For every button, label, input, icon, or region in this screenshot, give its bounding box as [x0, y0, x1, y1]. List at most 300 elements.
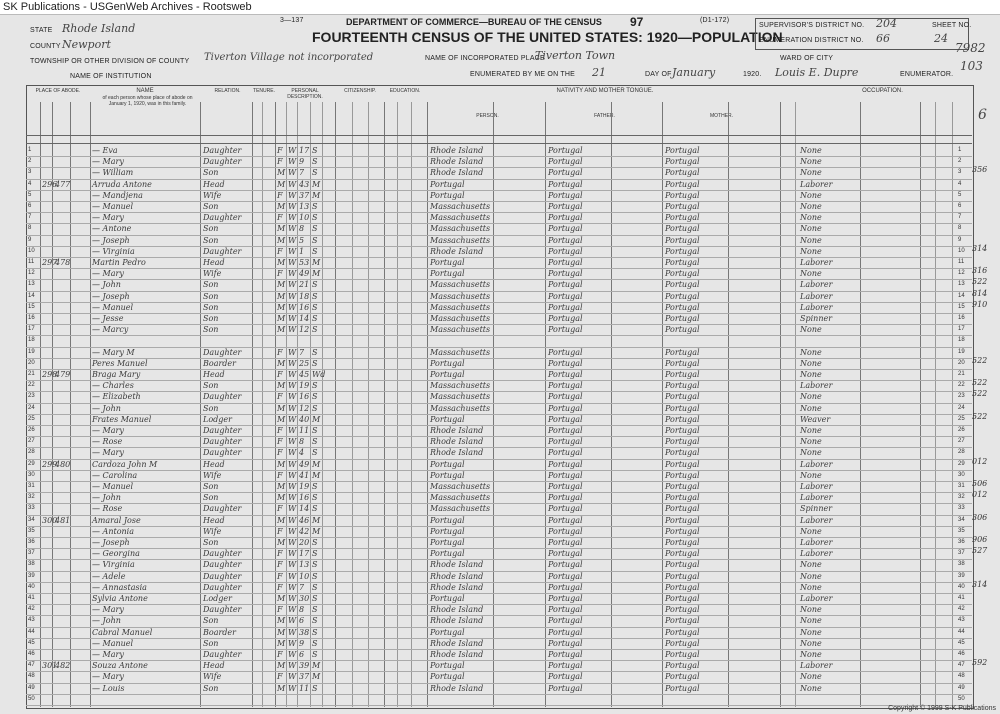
cell-birth: Massachusetts	[430, 302, 491, 312]
cell-name: Arruda Antone	[92, 179, 152, 189]
cell-status: S	[312, 549, 318, 559]
cell-birth: Portugal	[430, 627, 465, 637]
cell-age: 7	[299, 168, 305, 178]
row-number-right: 6	[958, 203, 962, 209]
cell-mother-birth: Portugal	[665, 246, 700, 256]
row-number-right: 45	[958, 639, 965, 646]
cell-status: M	[312, 515, 321, 525]
cell-birth: Massachusetts	[430, 482, 491, 491]
cell-age: 8	[299, 605, 305, 615]
cell-age: 16	[299, 302, 310, 312]
cell-status: S	[312, 403, 318, 413]
cell-race: W	[288, 538, 297, 547]
cell-relation: Head	[203, 370, 225, 379]
cell-race: W	[288, 437, 297, 447]
cell-occupation: Laborer	[800, 594, 833, 603]
cell-age: 19	[299, 381, 310, 391]
cell-birth: Portugal	[430, 672, 465, 682]
row-rule	[26, 335, 972, 336]
cell-race: W	[288, 202, 297, 211]
cell-name: — Georgina	[92, 549, 140, 559]
cell-family: 478	[55, 258, 71, 267]
cell-birth: Rhode Island	[430, 605, 484, 615]
cell-age: 45	[299, 370, 310, 379]
cell-father-birth: Portugal	[548, 650, 583, 659]
row-number: 7	[28, 214, 32, 221]
cell-birth: Massachusetts	[430, 392, 491, 402]
section-name: NAME	[136, 88, 154, 94]
cell-mother-birth: Portugal	[665, 549, 700, 559]
cell-occupation: Weaver	[800, 414, 831, 424]
county-value: Newport	[62, 38, 111, 51]
cell-sex: M	[277, 235, 286, 245]
cell-age: 38	[299, 627, 310, 637]
cell-birth: Massachusetts	[430, 202, 491, 211]
cell-birth: Massachusetts	[430, 493, 491, 503]
row-number: 11	[28, 259, 35, 265]
cell-birth: Rhode Island	[430, 616, 484, 626]
cell-father-birth: Portugal	[548, 157, 583, 167]
cell-status: M	[312, 190, 321, 200]
cell-race: W	[288, 661, 297, 671]
cell-name: — Elizabeth	[92, 392, 141, 402]
margin-code: 592	[972, 658, 988, 668]
cell-occupation: Laborer	[800, 381, 833, 391]
cell-birth: Rhode Island	[430, 157, 484, 167]
row-number: 43	[28, 617, 35, 624]
institution-label: NAME OF INSTITUTION	[70, 73, 152, 80]
cell-relation: Lodger	[203, 414, 232, 424]
cell-occupation: None	[800, 168, 822, 178]
cell-name: — Manuel	[92, 638, 134, 648]
row-number: 15	[28, 303, 35, 310]
cell-name: — Eva	[92, 146, 118, 155]
cell-sex: F	[277, 157, 283, 167]
cell-relation: Son	[203, 616, 219, 626]
supervisor-value: 204	[876, 17, 897, 30]
section-name-desc: of each person whose place of abode on January 1, 1920, was in this family.	[102, 95, 193, 107]
row-number-right: 8	[958, 225, 962, 232]
cell-sex: M	[277, 459, 286, 469]
cell-sex: M	[277, 258, 286, 267]
cell-occupation: None	[800, 560, 822, 570]
cell-relation: Son	[203, 168, 219, 178]
cell-occupation: None	[800, 650, 822, 659]
row-number-right: 50	[958, 695, 965, 702]
cell-relation: Boarder	[203, 627, 236, 637]
row-number-right: 46	[958, 651, 965, 657]
row-number: 9	[28, 236, 32, 243]
cell-sex: F	[277, 213, 283, 223]
row-number: 24	[28, 404, 35, 411]
row-number: 8	[28, 225, 32, 232]
cell-mother-birth: Portugal	[665, 168, 700, 178]
cell-race: W	[288, 347, 297, 357]
margin-code: 522	[972, 389, 988, 399]
cell-relation: Daughter	[203, 146, 242, 155]
cell-relation: Son	[203, 482, 219, 491]
cell-relation: Son	[203, 224, 219, 234]
cell-relation: Son	[203, 291, 219, 301]
cell-age: 10	[299, 571, 310, 581]
row-number: 3	[28, 169, 32, 176]
cell-father-birth: Portugal	[548, 672, 583, 682]
cell-sex: M	[277, 493, 286, 503]
cell-age: 49	[299, 459, 310, 469]
cell-relation: Daughter	[203, 437, 242, 447]
cell-occupation: None	[800, 269, 822, 279]
cell-age: 6	[299, 650, 305, 659]
cell-occupation: Laborer	[800, 515, 833, 525]
cell-father-birth: Portugal	[548, 594, 583, 603]
row-number-right: 9	[958, 236, 962, 243]
cell-family: 477	[55, 179, 71, 189]
cell-occupation: None	[800, 672, 822, 682]
row-number-right: 36	[958, 539, 965, 545]
cell-name: Amaral Jose	[92, 515, 141, 525]
cell-relation: Son	[203, 235, 219, 245]
cell-house: 299	[42, 459, 58, 469]
sheet-label: SHEET NO.	[932, 22, 972, 29]
cell-occupation: None	[800, 157, 822, 167]
cell-occupation: None	[800, 146, 822, 155]
cell-status: M	[312, 459, 321, 469]
cell-race: W	[288, 381, 297, 391]
window-title: SK Publications - USGenWeb Archives - Rootsweb	[0, 0, 1000, 15]
cell-relation: Head	[203, 661, 225, 671]
corner-number-1: 7982	[955, 41, 986, 55]
cell-occupation: None	[800, 392, 822, 402]
row-number: 41	[28, 595, 35, 601]
cell-birth: Massachusetts	[430, 224, 491, 234]
state-value: Rhode Island	[62, 22, 136, 35]
cell-sex: F	[277, 146, 283, 155]
cell-age: 37	[299, 672, 310, 682]
cell-age: 12	[299, 403, 310, 413]
cell-race: W	[288, 504, 297, 514]
cell-sex: F	[277, 347, 283, 357]
cell-age: 7	[299, 582, 305, 592]
cell-age: 13	[299, 202, 310, 211]
cell-mother-birth: Portugal	[665, 683, 700, 693]
cell-age: 49	[299, 269, 310, 279]
cell-name: — Mary	[92, 672, 124, 682]
row-number-right: 40	[958, 583, 965, 590]
enumeration-label: ENUMERATION DISTRICT NO.	[759, 37, 864, 44]
cell-status: S	[312, 314, 318, 323]
cell-birth: Massachusetts	[430, 213, 491, 223]
cell-age: 9	[299, 638, 305, 648]
incorporated-value: Tiverton Town	[535, 49, 616, 62]
cell-age: 19	[299, 482, 310, 491]
cell-status: S	[312, 605, 318, 615]
cell-father-birth: Portugal	[548, 526, 583, 536]
cell-name: — Joseph	[92, 235, 130, 245]
cell-occupation: Laborer	[800, 661, 833, 671]
row-number-right: 16	[958, 315, 965, 321]
margin-annotation: ​	[30, 415, 39, 417]
row-number-right: 24	[958, 404, 965, 411]
cell-status: M	[312, 672, 321, 682]
cell-father-birth: Portugal	[548, 224, 583, 234]
cell-name: Cabral Manuel	[92, 627, 153, 637]
cell-status: S	[312, 493, 318, 503]
cell-father-birth: Portugal	[548, 470, 583, 480]
cell-mother-birth: Portugal	[665, 258, 700, 267]
row-number: 18	[28, 337, 35, 344]
cell-age: 41	[299, 470, 310, 480]
cell-age: 7	[299, 347, 305, 357]
cell-sex: M	[277, 224, 286, 234]
cell-age: 16	[299, 392, 310, 402]
cell-mother-birth: Portugal	[665, 470, 700, 480]
row-number: 33	[28, 505, 35, 512]
cell-sex: M	[277, 482, 286, 491]
cell-relation: Son	[203, 325, 219, 335]
margin-code: 306	[972, 512, 988, 522]
row-number-right: 15	[958, 303, 965, 310]
row-number-right: 31	[958, 483, 965, 489]
row-number: 42	[28, 606, 35, 613]
cell-birth: Portugal	[430, 594, 465, 603]
row-number-right: 34	[958, 516, 965, 523]
row-number-right: 19	[958, 348, 965, 355]
cell-status: S	[312, 381, 318, 391]
cell-sex: M	[277, 358, 286, 368]
cell-name: Cardoza John M	[92, 459, 158, 469]
cell-status: S	[312, 146, 318, 155]
row-number: 22	[28, 382, 35, 389]
cell-house: 297	[42, 258, 58, 267]
cell-mother-birth: Portugal	[665, 269, 700, 279]
cell-mother-birth: Portugal	[665, 448, 700, 458]
cell-occupation: Laborer	[800, 493, 833, 503]
county-label: COUNTY	[30, 43, 61, 50]
cell-race: W	[288, 571, 297, 581]
cell-birth: Rhode Island	[430, 650, 484, 659]
cell-relation: Son	[203, 403, 219, 413]
cell-race: W	[288, 213, 297, 223]
margin-code: 012	[972, 456, 988, 466]
cell-mother-birth: Portugal	[665, 235, 700, 245]
cell-age: 21	[299, 280, 310, 290]
cell-sex: M	[277, 280, 286, 290]
row-number-right: 27	[958, 438, 965, 445]
cell-occupation: None	[800, 426, 822, 435]
cell-sex: F	[277, 582, 283, 592]
row-number: 20	[28, 359, 35, 366]
cell-age: 20	[299, 538, 310, 547]
row-number-right: 14	[958, 292, 965, 299]
cell-name: — Manuel	[92, 302, 134, 312]
corner-number-3: 6	[978, 107, 987, 123]
margin-code: 012	[972, 490, 988, 500]
cell-father-birth: Portugal	[548, 392, 583, 402]
cell-status: S	[312, 627, 318, 637]
row-number-right: 3	[958, 169, 962, 176]
cell-sex: M	[277, 403, 286, 413]
cell-race: W	[288, 179, 297, 189]
cell-race: W	[288, 482, 297, 491]
cell-occupation: None	[800, 582, 822, 592]
cell-name: — Mary M	[92, 347, 135, 357]
enumerated-month: January	[672, 66, 716, 79]
cell-sex: F	[277, 269, 283, 279]
cell-relation: Son	[203, 302, 219, 312]
cell-relation: Daughter	[203, 213, 242, 223]
cell-birth: Rhode Island	[430, 168, 484, 178]
cell-occupation: None	[800, 202, 822, 211]
cell-race: W	[288, 459, 297, 469]
row-number-right: 39	[958, 572, 965, 579]
cell-house: 301	[42, 661, 58, 671]
row-number-right: 30	[958, 471, 965, 478]
cell-status: S	[312, 224, 318, 234]
cell-name: — Joseph	[92, 291, 130, 301]
cell-name: — Antone	[92, 224, 132, 234]
cell-birth: Massachusetts	[430, 403, 491, 413]
township-label: TOWNSHIP OR OTHER DIVISION OF COUNTY	[30, 58, 190, 65]
cell-age: 13	[299, 560, 310, 570]
cell-age: 14	[299, 504, 310, 514]
cell-occupation: None	[800, 638, 822, 648]
cell-name: Braga Mary	[92, 370, 141, 379]
cell-occupation: None	[800, 325, 822, 335]
cell-occupation: Laborer	[800, 280, 833, 290]
cell-name: — Mary	[92, 213, 124, 223]
margin-code: 522	[972, 277, 988, 287]
row-number: 34	[28, 516, 35, 523]
cell-birth: Rhode Island	[430, 571, 484, 581]
cell-relation: Daughter	[203, 426, 242, 435]
cell-status: S	[312, 504, 318, 514]
cell-house: 300	[42, 515, 58, 525]
cell-birth: Portugal	[430, 549, 465, 559]
cell-race: W	[288, 314, 297, 323]
cell-birth: Rhode Island	[430, 437, 484, 447]
cell-status: S	[312, 650, 318, 659]
cell-mother-birth: Portugal	[665, 661, 700, 671]
row-number: 38	[28, 561, 35, 568]
cell-father-birth: Portugal	[548, 291, 583, 301]
cell-relation: Son	[203, 683, 219, 693]
section-education: EDUCATION.	[389, 88, 421, 94]
cell-status: M	[312, 179, 321, 189]
cell-status: M	[312, 526, 321, 536]
cell-status: S	[312, 202, 318, 211]
cell-relation: Daughter	[203, 504, 242, 514]
section-occupation: OCCUPATION.	[862, 88, 903, 94]
cell-father-birth: Portugal	[548, 358, 583, 368]
cell-race: W	[288, 224, 297, 234]
cell-name: Martin Pedro	[92, 258, 146, 267]
cell-status: S	[312, 582, 318, 592]
cell-father-birth: Portugal	[548, 258, 583, 267]
row-number: 37	[28, 550, 35, 557]
cell-sex: F	[277, 437, 283, 447]
cell-mother-birth: Portugal	[665, 224, 700, 234]
cell-age: 16	[299, 493, 310, 503]
cell-race: W	[288, 638, 297, 648]
cell-name: Souza Antone	[92, 661, 148, 671]
cell-occupation: None	[800, 213, 822, 223]
cell-occupation: Laborer	[800, 482, 833, 491]
cell-mother-birth: Portugal	[665, 504, 700, 514]
row-number-right: 47	[958, 662, 965, 669]
cell-birth: Rhode Island	[430, 582, 484, 592]
row-rule	[26, 694, 972, 695]
row-number: 28	[28, 449, 35, 456]
cell-race: W	[288, 594, 297, 603]
cell-status: S	[312, 291, 318, 301]
section-nativity: NATIVITY AND MOTHER TONGUE.	[556, 88, 654, 94]
cell-relation: Son	[203, 202, 219, 211]
cell-race: W	[288, 358, 297, 368]
cell-birth: Portugal	[430, 538, 465, 547]
margin-code: 906	[972, 535, 988, 544]
cell-relation: Head	[203, 459, 225, 469]
cell-occupation: None	[800, 571, 822, 581]
row-number: 10	[28, 247, 35, 254]
cell-age: 46	[299, 515, 310, 525]
section-relation: RELATION.	[214, 88, 241, 94]
cell-status: S	[312, 538, 318, 547]
cell-family: 481	[55, 515, 71, 525]
cell-mother-birth: Portugal	[665, 515, 700, 525]
cell-occupation: None	[800, 190, 822, 200]
cell-age: 8	[299, 224, 305, 234]
cell-name: Sylvia Antone	[92, 594, 148, 603]
cell-house: 298	[42, 370, 58, 379]
cell-mother-birth: Portugal	[665, 538, 700, 547]
cell-father-birth: Portugal	[548, 213, 583, 223]
cell-relation: Daughter	[203, 650, 242, 659]
cell-mother-birth: Portugal	[665, 493, 700, 503]
row-number: 40	[28, 583, 35, 590]
copyright: Copyright © 1999 S-K Publications	[888, 705, 996, 712]
cell-father-birth: Portugal	[548, 202, 583, 211]
cell-occupation: None	[800, 358, 822, 368]
cell-birth: Massachusetts	[430, 235, 491, 245]
row-number-right: 11	[958, 259, 965, 265]
form-code: (D1-172)	[700, 17, 730, 24]
cell-occupation: None	[800, 403, 822, 413]
cell-occupation: Laborer	[800, 291, 833, 301]
margin-code: 527	[972, 546, 988, 556]
cell-race: W	[288, 672, 297, 682]
cell-mother-birth: Portugal	[665, 560, 700, 570]
cell-relation: Daughter	[203, 605, 242, 615]
cell-race: W	[288, 650, 297, 659]
census-title: FOURTEENTH CENSUS OF THE UNITED STATES: 1920—POPULATION	[312, 29, 783, 45]
row-number: 49	[28, 684, 35, 691]
cell-occupation: None	[800, 347, 822, 357]
cell-name: — Mary	[92, 426, 124, 435]
cell-age: 14	[299, 314, 310, 323]
cell-mother-birth: Portugal	[665, 672, 700, 682]
cell-mother-birth: Portugal	[665, 437, 700, 447]
township-value: Tiverton Village not incorporated	[204, 52, 374, 63]
cell-name: — Mary	[92, 157, 124, 167]
cell-mother-birth: Portugal	[665, 314, 700, 323]
cell-relation: Daughter	[203, 448, 242, 458]
cell-relation: Son	[203, 538, 219, 547]
cell-status: S	[312, 482, 318, 491]
cell-occupation: Laborer	[800, 538, 833, 547]
day-of-label: DAY OF	[645, 71, 672, 78]
cell-status: S	[312, 638, 318, 648]
margin-code: 356	[972, 165, 988, 175]
